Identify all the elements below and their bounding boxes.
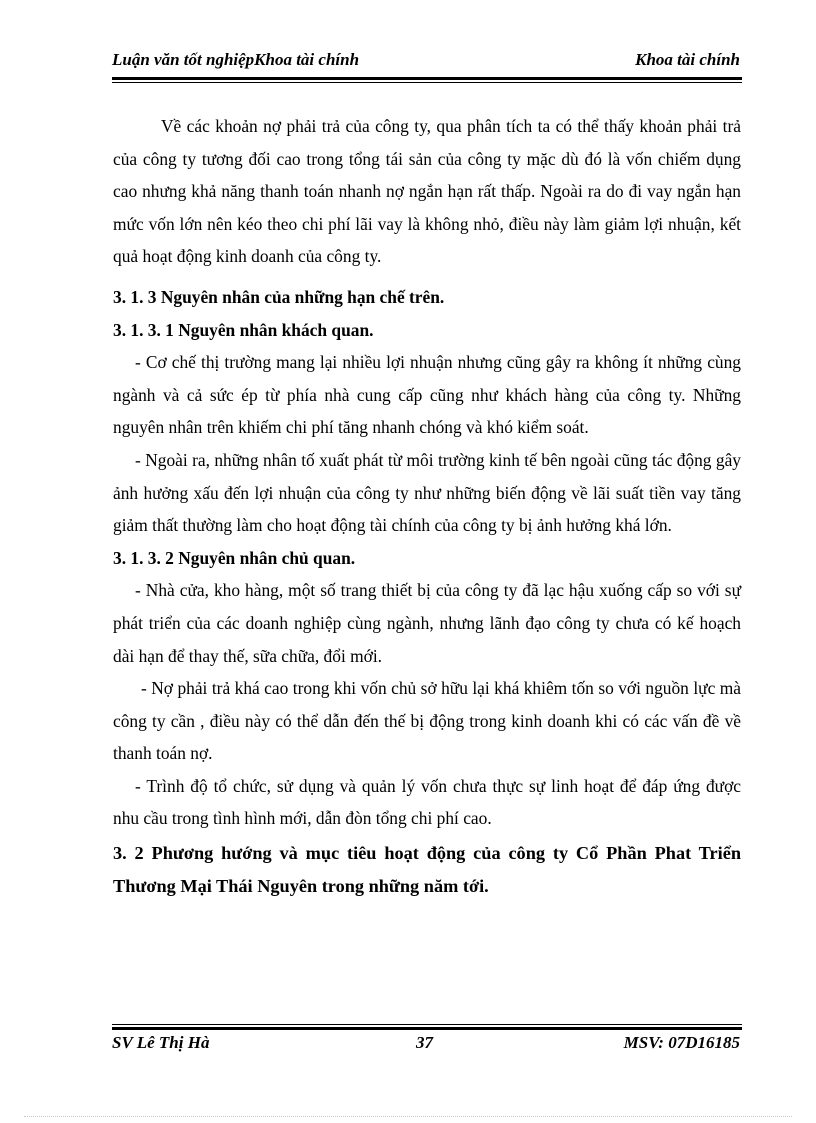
heading-3-1-3: 3. 1. 3 Nguyên nhân của những hạn chế trên. xyxy=(113,286,445,307)
paragraph-market-mechanism: - Cơ chế thị trường mang lại nhiều lợi nhuận nhưng cũng gây ra không ít những cùng ngành và cả sức ép từ phía nhà cung cấp cũng như khách hàng của công ty. Những nguyên nhân trên khiếm chi phí tăng nhanh chóng và khó kiểm soát. xyxy=(113,352,741,438)
heading-3-1-3-1: 3. 1. 3. 1 Nguyên nhân khách quan. xyxy=(113,319,374,340)
footer-rule-thick xyxy=(112,1027,742,1030)
paragraph-facilities: - Nhà cửa, kho hàng, một số trang thiết bị của công ty đã lạc hậu xuống cấp so với sự phát triển của các doanh nghiệp cùng ngành, nhưng lãnh đạo công ty chưa có kế hoạch dài hạn để thay thế, sữa chữa, đổi mới. xyxy=(113,580,741,666)
heading-3-2: 3. 2 Phương hướng và mục tiêu hoạt động của công ty Cổ Phần Phat Triển Thương Mại Thái Nguyên trong những năm tới. xyxy=(113,843,741,897)
footer-student-name: SV Lê Thị Hà xyxy=(112,1033,210,1052)
paragraph-liabilities: Về các khoản nợ phải trả của công ty, qua phân tích ta có thể thấy khoản phải trả của công ty tương đối cao trong tổng tái sản của công ty mặc dù đó là vốn chiếm dụng cao nhưng khả năng thanh toán nhanh nợ ngắn hạn rất thấp. Ngoài ra do đi vay ngắn hạn mức vốn lớn nên kéo theo chi phí lãi vay là không nhỏ, điều này làm giảm lợi nhuận, kết quả hoạt động kinh doanh của công ty. xyxy=(113,116,741,267)
header-faculty: Khoa tài chính xyxy=(635,50,740,69)
footer-student-id: MSV: 07D16185 xyxy=(623,1033,740,1052)
header-thesis-title: Luận văn tốt nghiệpKhoa tài chính xyxy=(112,50,360,69)
heading-3-1-3-2: 3. 1. 3. 2 Nguyên nhân chủ quan. xyxy=(113,547,356,568)
page-bottom-dotted-line xyxy=(24,1116,792,1117)
page-body xyxy=(113,110,741,903)
paragraph-management: - Trình độ tổ chức, sử dụng và quản lý vốn chưa thực sự linh hoạt để đáp ứng được nhu cầu trong tình hình mới, dẫn đòn tổng chi phí cao. xyxy=(113,775,741,829)
footer-page-number: 37 xyxy=(416,1033,433,1052)
header-rule-thin xyxy=(112,82,742,83)
page-footer xyxy=(112,1033,740,1057)
footer-rule-thin xyxy=(112,1024,742,1025)
header-rule-thick xyxy=(112,77,742,80)
paragraph-payables: - Nợ phải trả khá cao trong khi vốn chủ sở hữu lại khá khiêm tốn so với nguồn lực mà công ty cần , điều này có thể dẫn đến thế bị động trong kinh doanh khi có các vấn đề về thanh toán nợ. xyxy=(113,678,741,764)
paragraph-external-factors: - Ngoài ra, những nhân tố xuất phát từ môi trường kinh tế bên ngoài cũng tác động gây ảnh hưởng xấu đến lợi nhuận của công ty như những biến động về lãi suất tiền vay tăng giảm thất thường làm cho hoạt động tài chính của công ty bị ảnh hưởng khá lớn. xyxy=(113,449,741,536)
page-header xyxy=(112,50,740,76)
